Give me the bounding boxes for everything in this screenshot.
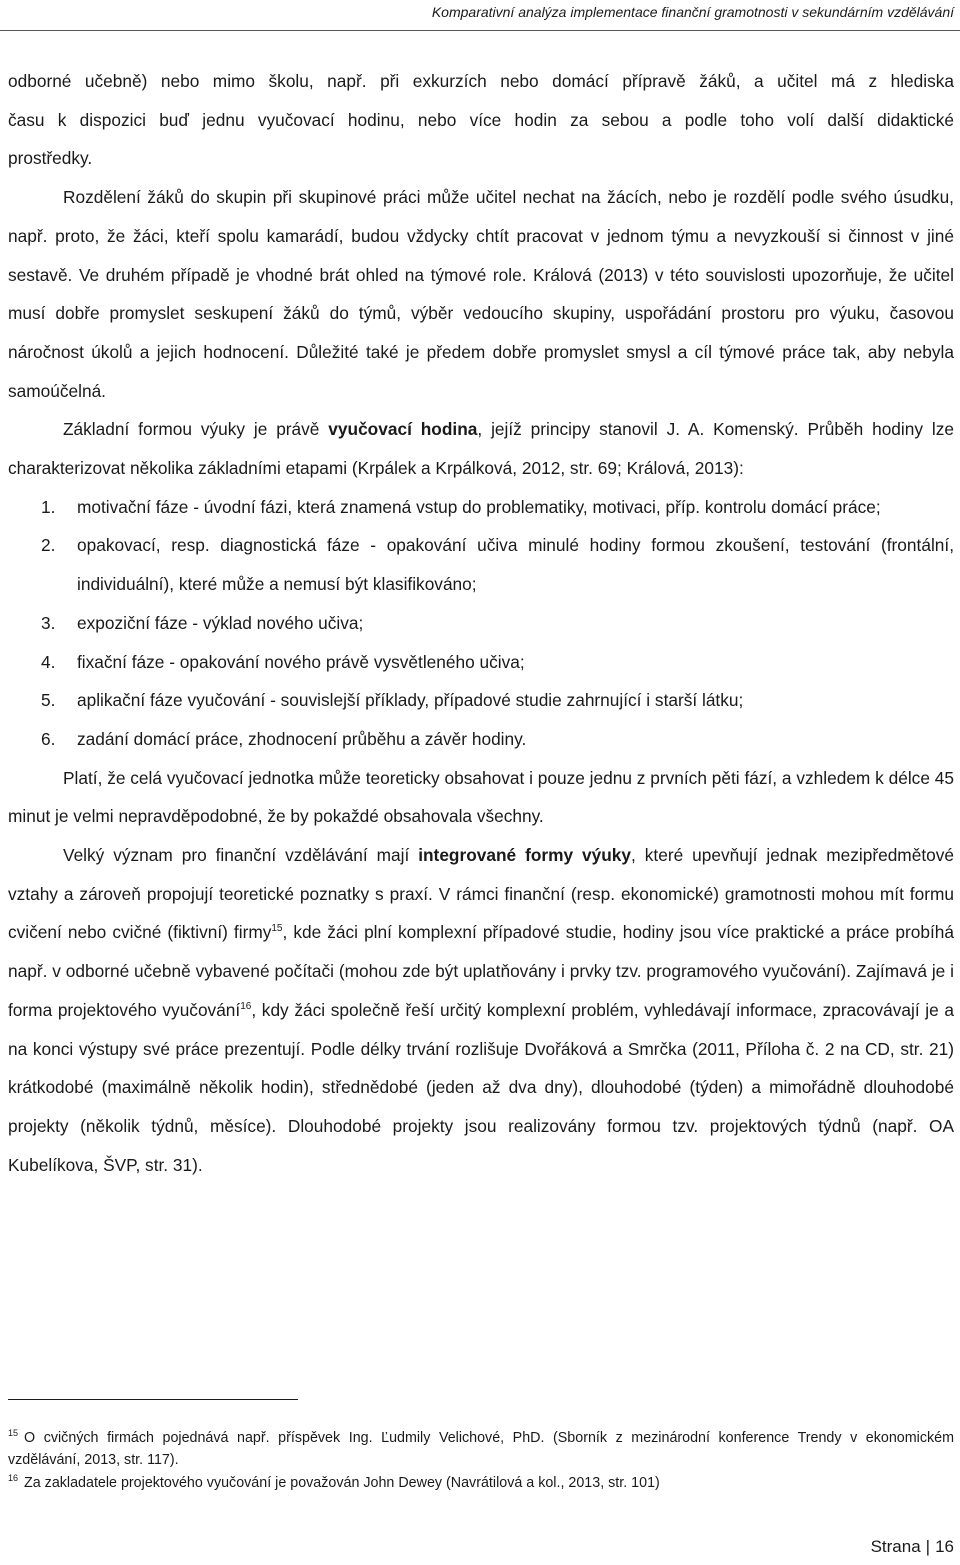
footnote-divider	[8, 1399, 298, 1400]
footnote-16	[8, 1473, 954, 1495]
text-run: , kde žáci plní komplexní případové studie, hodiny jsou více praktické a práce probíhá např. v odborné učebně vybavené počítači (mohou zde být uplatňovány i prvky tzv. programového vyučování). Zajímavá je i forma projektového vyučování	[8, 922, 954, 1020]
list-number: 1.	[41, 496, 56, 517]
list-text: expoziční fáze - výklad nového učiva;	[77, 612, 364, 633]
list-number: 4.	[41, 651, 56, 672]
list-item	[8, 488, 954, 527]
list-item	[8, 643, 954, 682]
footnote-text: Za zakladatele projektového vyučování je považován John Dewey (Navrátilová a kol., 2013, str. 101)	[24, 1475, 660, 1491]
list-item	[8, 604, 954, 643]
paragraph-integrated-forms	[8, 836, 954, 1184]
page-label: Strana	[870, 1537, 921, 1556]
footnote-15	[8, 1428, 954, 1471]
text-run: , kdy žáci společně řeší určitý komplexní problém, vyhledávají informace, zpracovávají je a na konci výstupy své práce prezentují. Podle délky trvání rozlišuje Dvořáková a Smrčka (2011, Příloha č. 2 na CD, str. 21) krátkodobé (maximálně několik hodin), střednědobé (jeden až dva dny), dlouhodobé (týden) a mimořádně dlouhodobé projekty (několik týdnů, měsíce). Dlouhodobé projekty jsou realizovány formou tzv. projektových týdnů (např. OA Kubelíkova, ŠVP, str. 31).	[8, 999, 954, 1175]
lesson-phases-list	[8, 488, 954, 759]
running-header: Komparativní analýza implementace finanční gramotnosti v sekundárním vzdělávání	[431, 4, 954, 20]
text-line: prostředky.	[8, 148, 93, 169]
list-number: 2.	[41, 535, 56, 556]
text-run: , které upevňují jednak mezipředmětové vztahy a zároveň propojují teoretické poznatky s praxí. V rámci finanční (resp. ekonomické) gramotnosti mohou mít formu cvičení nebo cvičné (fiktivní) firmy	[8, 845, 954, 943]
header-divider	[0, 30, 960, 31]
list-text: zadání domácí práce, zhodnocení průběhu a závěr hodiny.	[77, 728, 527, 749]
text-line: času k dispozici buď jednu vyučovací hodinu, nebo více hodin za sebou a podle toho volí další didaktické	[8, 109, 954, 130]
term-integrated-forms: integrované formy výuky	[418, 845, 632, 866]
text-run: Velký význam pro finanční vzdělávání mají	[63, 845, 419, 866]
list-item	[8, 720, 954, 759]
text-run: Základní formou výuky je právě	[63, 419, 329, 440]
footnote-ref-15[interactable]: 15	[271, 923, 283, 935]
list-text: fixační fáze - opakování nového právě vysvětleného učiva;	[77, 651, 525, 672]
footnote-number: 16	[8, 1473, 19, 1483]
footnotes	[8, 1428, 954, 1497]
paragraph-phases-note: Platí, že celá vyučovací jednotka může teoreticky obsahovat i pouze jednu z prvních pěti fází, a vzhledem k délce 45 minut je velmi nepravděpodobné, že by pokaždé obsahovala všechny.	[8, 767, 954, 827]
paragraph-1	[8, 62, 954, 178]
paragraph-group-work: Rozdělení žáků do skupin při skupinové práci může učitel nechat na žácích, nebo je rozdělí podle svého úsudku, např. proto, že žáci, kteří spolu kamarádí, budou vždycky chtít pracovat v jednom týmu a nevyzkouší si činnost v jiné sestavě. Ve druhém případě je vhodné brát ohled na týmové role. Králová (2013) v této souvislosti upozorňuje, že učitel musí dobře promyslet seskupení žáků do týmů, výběr vedoucího skupiny, uspořádání prostoru pro výuku, časovou náročnost úkolů a jejich hodnocení. Důležité také je předem dobře promyslet smysl a cíl týmové práce tak, aby nebyla samoúčelná.	[8, 187, 954, 401]
footnote-ref-16[interactable]: 16	[240, 1000, 252, 1012]
paragraph-lesson	[8, 410, 954, 487]
page-number	[871, 1537, 954, 1557]
page-separator: |	[925, 1537, 931, 1556]
page-number-value: 16	[935, 1537, 954, 1556]
list-number: 3.	[41, 612, 56, 633]
text-line: odborné učebně) nebo mimo školu, např. při exkurzích nebo domácí přípravě žáků, a učitel má z hlediska	[8, 71, 954, 91]
footnote-number: 15	[8, 1428, 19, 1438]
list-text: opakovací, resp. diagnostická fáze - opakování učiva minulé hodiny formou zkoušení, testování (frontální, individuální), které může a nemusí být klasifikováno;	[77, 535, 954, 595]
list-text: motivační fáze - úvodní fázi, která znamená vstup do problematiky, motivaci, příp. kontrolu domácí práce;	[77, 496, 881, 517]
list-item	[8, 681, 954, 720]
list-number: 6.	[41, 728, 56, 749]
list-text: aplikační fáze vyučování - souvislejší příklady, případové studie zahrnující i starší látku;	[77, 690, 744, 711]
list-number: 5.	[41, 690, 56, 711]
text-run: , jejíž principy stanovil J. A. Komenský. Průběh hodiny lze charakterizovat několika základními etapami (Krpálek a Krpálková, 2012, str. 69; Králová, 2013):	[8, 419, 954, 479]
footnote-text: O cvičných firmách pojednává např. příspěvek Ing. Ľudmily Velichové, PhD. (Sborník z mezinárodní konference Trendy v ekonomickém vzdělávání, 2013, str. 117).	[8, 1430, 954, 1468]
term-lesson: vyučovací hodina	[328, 419, 478, 440]
list-item	[8, 526, 954, 603]
page-body	[8, 62, 954, 1184]
